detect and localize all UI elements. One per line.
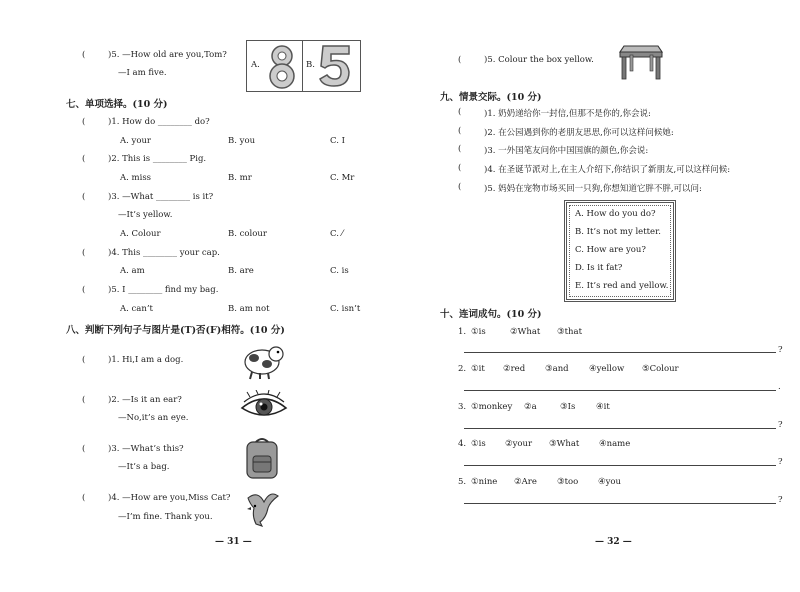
option-b: B. are bbox=[228, 266, 254, 276]
option-c: C. How are you? bbox=[575, 245, 646, 255]
question-text: )3. 一外国笔友问你中国国旗的颜色,你会说: bbox=[484, 146, 649, 156]
option-a: A. How do you do? bbox=[575, 209, 656, 219]
page-number: — 32 — bbox=[595, 537, 632, 547]
question-text: )1. How do ________ do? bbox=[108, 117, 210, 127]
end-punct: ? bbox=[778, 495, 783, 505]
option-c: C. I bbox=[330, 136, 345, 146]
word: ①is bbox=[471, 439, 486, 449]
answer-text: —I’m fine. Thank you. bbox=[118, 512, 213, 522]
item-number: 2. bbox=[458, 364, 467, 374]
section-7-title: 七、单项选择。(10 分) bbox=[66, 99, 168, 110]
option-a: A. Colour bbox=[120, 229, 161, 239]
answer-paren[interactable]: ( bbox=[82, 395, 86, 405]
answer-paren[interactable]: ( bbox=[82, 355, 86, 365]
answer-line[interactable] bbox=[464, 428, 776, 429]
answer-paren[interactable]: ( bbox=[82, 50, 86, 60]
question-text: )4. 在圣诞节派对上,在主人介绍下,你结识了新朋友,可以这样问候: bbox=[484, 165, 731, 175]
word: ④yellow bbox=[589, 364, 625, 374]
answer-paren[interactable]: ( bbox=[82, 248, 86, 258]
question-text: )1. Hi,I am a dog. bbox=[108, 355, 184, 365]
item-number: 1. bbox=[458, 327, 467, 337]
section-9-title: 九、情景交际。(10 分) bbox=[440, 92, 542, 103]
answer-paren[interactable]: ( bbox=[458, 107, 462, 117]
question-text: )2. This is ________ Pig. bbox=[108, 154, 207, 164]
answer-paren[interactable]: ( bbox=[82, 117, 86, 127]
option-b: B. colour bbox=[228, 229, 267, 239]
question-text: )5. Colour the box yellow. bbox=[484, 55, 594, 65]
option-b: B. am not bbox=[228, 304, 270, 314]
word: ②red bbox=[503, 364, 526, 374]
option-e: E. It’s red and yellow. bbox=[575, 281, 669, 291]
question-text: )4. This ________ your cap. bbox=[108, 248, 220, 258]
answer-paren[interactable]: ( bbox=[82, 493, 86, 503]
option-a: A. am bbox=[120, 266, 145, 276]
section-10-title: 十、连词成句。(10 分) bbox=[440, 309, 542, 320]
word: ⑤Colour bbox=[642, 364, 679, 374]
item-number: 4. bbox=[458, 439, 467, 449]
answer-paren[interactable]: ( bbox=[458, 144, 462, 154]
question-text: )5. 妈妈在宠物市场买回一只狗,你想知道它胖不胖,可以问: bbox=[484, 184, 702, 194]
answer-line[interactable] bbox=[464, 503, 776, 504]
answer-paren[interactable]: ( bbox=[458, 182, 462, 192]
option-a-label: A. bbox=[251, 60, 260, 70]
option-d: D. Is it fat? bbox=[575, 263, 623, 273]
option-b: B. It’s not my letter. bbox=[575, 227, 661, 237]
item-number: 3. bbox=[458, 402, 467, 412]
option-a: A. your bbox=[120, 136, 151, 146]
answer-paren[interactable]: ( bbox=[82, 154, 86, 164]
answer-paren[interactable]: ( bbox=[458, 55, 462, 65]
option-a: A. can’t bbox=[120, 304, 153, 314]
question-text-line2: —It’s yellow. bbox=[118, 210, 173, 220]
option-c: C. Mr bbox=[330, 173, 355, 183]
answer-text: —No,it’s an eye. bbox=[118, 413, 189, 423]
word: ①it bbox=[471, 364, 485, 374]
eye-icon bbox=[240, 390, 288, 424]
end-punct: ? bbox=[778, 345, 783, 355]
page-number: — 31 — bbox=[215, 537, 252, 547]
word: ②your bbox=[505, 439, 533, 449]
answer-paren[interactable]: ( bbox=[458, 126, 462, 136]
question-text: )1. 奶奶递给你一封信,但那不是你的,你会说: bbox=[484, 109, 651, 119]
word: ④you bbox=[598, 477, 622, 487]
word: ②Are bbox=[514, 477, 537, 487]
cow-icon bbox=[240, 342, 286, 380]
answer-text: —It’s a bag. bbox=[118, 462, 170, 472]
end-punct: ? bbox=[778, 420, 783, 430]
word: ③that bbox=[557, 327, 582, 337]
backpack-icon bbox=[242, 436, 282, 480]
answer-line[interactable] bbox=[464, 390, 776, 391]
number-picture-box bbox=[246, 40, 361, 92]
end-punct: ? bbox=[778, 457, 783, 467]
word: ④name bbox=[599, 439, 631, 449]
question-text: )2. —Is it an ear? bbox=[108, 395, 182, 405]
answer-paren[interactable]: ( bbox=[82, 285, 86, 295]
word: ③and bbox=[545, 364, 569, 374]
number-five-icon bbox=[317, 44, 355, 88]
answer-line[interactable] bbox=[464, 352, 776, 353]
word: ②a bbox=[524, 402, 537, 412]
word: ①nine bbox=[471, 477, 498, 487]
question-text: )5. —How old are you,Tom? bbox=[108, 50, 227, 60]
option-box bbox=[564, 200, 676, 302]
number-eight-icon bbox=[263, 43, 301, 89]
answer-paren[interactable]: ( bbox=[458, 163, 462, 173]
option-b: B. mr bbox=[228, 173, 252, 183]
table-icon bbox=[618, 38, 664, 80]
word: ①is bbox=[471, 327, 486, 337]
word: ③too bbox=[557, 477, 579, 487]
question-text: )2. 在公园遇到你的老朋友思思,你可以这样问候她: bbox=[484, 128, 674, 138]
word: ②What bbox=[510, 327, 541, 337]
word: ①monkey bbox=[471, 402, 513, 412]
question-text: )3. —What ________ is it? bbox=[108, 192, 214, 202]
word: ③What bbox=[549, 439, 580, 449]
question-text: )5. I ________ find my bag. bbox=[108, 285, 219, 295]
bird-icon bbox=[244, 488, 282, 528]
answer-text: —I am five. bbox=[118, 68, 167, 78]
option-a: A. miss bbox=[120, 173, 152, 183]
answer-paren[interactable]: ( bbox=[82, 444, 86, 454]
option-c: C. isn’t bbox=[330, 304, 361, 314]
option-c: C. is bbox=[330, 266, 349, 276]
question-text: )3. —What’s this? bbox=[108, 444, 184, 454]
answer-line[interactable] bbox=[464, 465, 776, 466]
section-8-title: 八、判断下列句子与图片是(T)否(F)相符。(10 分) bbox=[66, 325, 285, 336]
option-b: B. you bbox=[228, 136, 256, 146]
option-c: C. ⁄ bbox=[330, 229, 344, 239]
option-b-label: B. bbox=[306, 60, 315, 70]
word: ④it bbox=[596, 402, 610, 412]
word: ③Is bbox=[560, 402, 576, 412]
answer-paren[interactable]: ( bbox=[82, 192, 86, 202]
item-number: 5. bbox=[458, 477, 467, 487]
question-text: )4. —How are you,Miss Cat? bbox=[108, 493, 231, 503]
end-punct: . bbox=[778, 382, 781, 392]
picture-divider bbox=[302, 41, 303, 91]
